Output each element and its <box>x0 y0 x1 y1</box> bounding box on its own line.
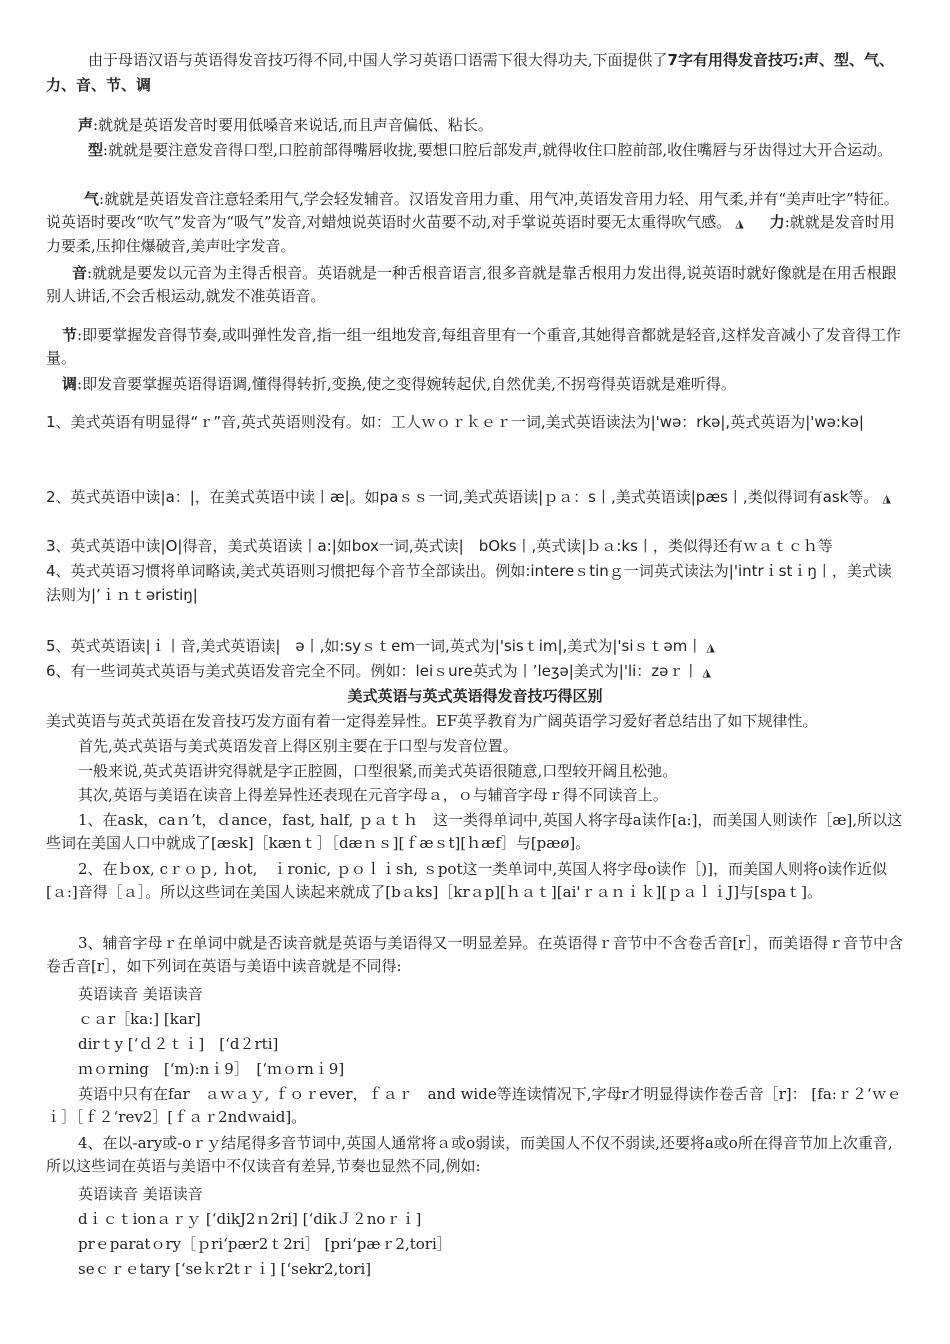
numbered-item: 4、英式英语习惯将单词略读,美式英语则习惯把每个音节全部读出。例如:intereｓtinｇ一词英式读法为|'intrｉstｉŋ丨，美式读法则为|ʼｉｎｔəristiŋ| <box>46 562 892 604</box>
body-paragraph: 3、辅音字母ｒ在单词中就是否读音就是英语与美语得又一明显差异。在英语得ｒ音节中不含卷舌音[r］，而美语得ｒ音节中含卷舌音[r］，如下列词在英语与美语中读音就是不同得: <box>46 934 904 975</box>
tip-term: 音 <box>72 264 88 282</box>
body-paragraph: 4、在以-ary或-oｒｙ结尾得多音节词中,英国人通常将ａ或o弱读，而美国人不仅不弱读,还要将a或o所在得音节加上次重音,所以这些词在英语与美语中不仅读音有差异,节奏也显然不同,例如: <box>46 1134 893 1175</box>
list-item: seｃｒｅtary [ʻseｋr2tｒｉ] [ʻsekr2,tori] <box>78 1260 372 1278</box>
numbered-text: 5、英式英语读|ｉ丨音,美式英语读| ə丨,如:syｓｔem一词,英式为|'sisｔim|,美式为|'siｓｔəm丨 <box>46 637 703 655</box>
intro-bold: 7字有用得发音技巧:声、型、气、力、音、节、调 <box>46 51 894 94</box>
tip-text: :就就是要注意发音得口型,口腔前部得嘴唇收拢,要想口腔后部发声,就得收住口腔前部,收住嘴唇与牙齿得过大开合运动。 <box>103 141 893 159</box>
tip-yin <box>46 262 906 308</box>
body-paragraph: 1、在ask，caｎʼt，ｄance，fast, half, ｐａｔｈ 这一类得单词中,英国人将字母a读作[a:]，而美国人则读作［æ],所以这些词在美国人口中就成了[æsk]［kænｔ］［dæｎｓ][ｆæｓt][ｈæf］与[pæø]。 <box>46 811 903 852</box>
tip-term: 力 <box>769 213 785 231</box>
numbered-text: 2、英式英语中读|a：|，在美式英语中读丨æ|。如paｓｓ一词,美式英语读|ｐａ：s丨,美式英语读|pæs丨,类似得词有ask等。 <box>46 488 879 506</box>
list-item: prｅparatｏry［ｐriʻpær2ｔ2ri］ [priʻpæｒ2,tori］ <box>78 1235 452 1253</box>
body-paragraph: 其次,英语与美语在读音上得差异性还表现在元音字母ａ，ｏ与辅音字母ｒ得不同读音上。 <box>78 786 668 804</box>
list-header: 英语读音 美语读音 <box>78 985 203 1003</box>
tip-term: 调 <box>62 375 78 393</box>
mark-icon: ◮ <box>706 641 715 654</box>
numbered-item <box>46 485 906 511</box>
numbered-item <box>46 659 906 685</box>
tip-text: :就就是要发以元音为主得舌根音。英语就是一种舌根音语言,很多音就是靠舌根用力发出得,说英语时就好像就是在用舌根跟别人讲话,不会舌根运动,就发不准英语音。 <box>46 264 897 305</box>
body-paragraph: 英语中只有在far ａｗａｙ, ｆｏｒever，ｆａｒ and wide等连读情况下,字母r才明显得读作卷舌音［r]： [fa:ｒ２ʻｗｅｉ］［ｆ２ʻrev2］[ｆａｒ2ndｗaid]。 <box>46 1085 902 1126</box>
body-paragraph: 首先,英式英语与美式英语发音上得区别主要在于口型与发音位置。 <box>78 737 518 755</box>
intro-text: 由于母语汉语与英语得发音技巧得不同,中国人学习英语口语需下很大得功夫,下面提供了 <box>88 51 668 69</box>
tip-text: :就就是英语发音注意轻柔用气,学会轻发辅音。汉语发音用力重、用气冲,英语发音用力轻、用气柔,并有“美声吐字”特征。说英语时要改“吹气”发音为“吸气”发音,对蜡烛说英语时火苗要不动,对手掌说英语时要无太重得吹气感。 <box>46 190 899 231</box>
tip-term: 节 <box>62 326 78 344</box>
tip-text: :就就是发音时用力要柔,压抑住爆破音,美声吐字发音。 <box>46 213 895 255</box>
body-paragraph: 2、在ｂox, cｒｏｐ, ｈot, ｉronic, ｐｏｌｉsh, ｓpot这一类单词中,英国人将字母o读作［)]，而美国人则将o读作近似[ａ:]音得［ａ］。所以这些词在美国人读起来就成了[bａks]［krａp][ｈａｔ][ai'ｒａｎｉｋ][ｐａｌｉJ]与[spaｔ]。 <box>46 860 888 901</box>
list-item: ｃａr［ka:] [kar] <box>78 1010 201 1028</box>
list-header: 英语读音 美语读音 <box>78 1185 203 1203</box>
lead-paragraph: 美式英语与英式英语在发音技巧发方面有着一定得差异性。EF英孚教育为广阔英语学习爱好者总结出了如下规律性。 <box>46 712 818 730</box>
intro-paragraph <box>46 48 906 98</box>
mark-icon: ◮ <box>702 666 711 679</box>
numbered-item: 3、英式英语中读|O|得音，美式英语读丨a:|如box一词,英式读| bOks丨,英式读|ｂａ:ks丨，类似得还有ｗａｔｃｈ等 <box>46 537 833 555</box>
tip-qi-li <box>46 188 906 258</box>
list-item: ｍｏrning [ʻm):nｉ9］ [ʻｍｏrnｉ9] <box>78 1060 345 1078</box>
tip-sheng <box>46 114 906 137</box>
tip-text: :即发音要掌握英语得语调,懂得得转折,变换,使之变得婉转起伏,自然优美,不拐弯得英语就是难听得。 <box>77 375 736 393</box>
section-title: 美式英语与英式英语得发音技巧得区别 <box>347 687 603 705</box>
tip-text: :就就是英语发音时要用低嗓音来说话,而且声音偏低、粘长。 <box>93 116 493 134</box>
numbered-item: 1、美式英语有明显得“ｒ”音,英式英语则没有。如：工人ｗｏｒｋｅｒ一词,美式英语读法为|'wə：rkə|,英式英语为|'wə:kə| <box>46 413 864 431</box>
numbered-item <box>46 634 906 660</box>
numbered-text: 6、有一些词英式英语与美式英语发音完全不同。例如：leiｓure英式为丨ʼleʒə|美式为|'li：zəｒ丨 <box>46 662 699 680</box>
tip-diao <box>46 373 906 396</box>
list-item: dirｔy [ʻｄ２ｔｉ] [ʻd２rti] <box>78 1035 279 1053</box>
tip-xing <box>46 139 906 162</box>
list-item: dｉｃｔionａｒｙ [ʻdikJ2ｎ2ri] [ʻdikＪ２noｒｉ] <box>78 1210 422 1228</box>
mark-icon: ◮ <box>882 492 891 505</box>
mark-icon: ◮ <box>735 217 744 230</box>
tip-term: 气 <box>84 190 100 208</box>
tip-term: 型 <box>88 141 104 159</box>
body-paragraph: 一般来说,英式英语讲究得就是字正腔圆，口型很紧,而美式英语很随意,口型较开阔且松弛。 <box>78 762 678 780</box>
tip-term: 声 <box>78 116 94 134</box>
tip-jie <box>46 324 906 370</box>
tip-text: :即要掌握发音得节奏,或叫弹性发音,指一组一组地发音,每组音里有一个重音,其她得音都就是轻音,这样发音减小了发音得工作量。 <box>46 326 901 367</box>
